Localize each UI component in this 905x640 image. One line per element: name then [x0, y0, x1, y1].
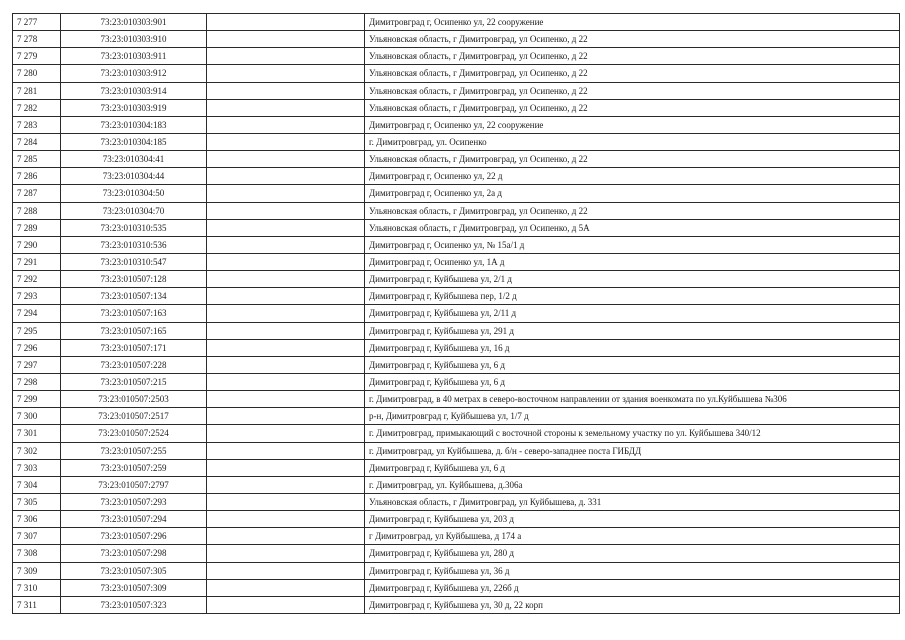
empty-cell	[207, 356, 365, 373]
cadastral-number-cell: 73:23:010304:183	[61, 116, 207, 133]
table-row	[13, 596, 900, 613]
address-cell: Димитровград г, Куйбышева ул, 2/1 д	[365, 271, 900, 288]
row-number-cell: 7 278	[13, 31, 61, 48]
cadastral-number-cell: 73:23:010304:44	[61, 168, 207, 185]
address-cell: Ульяновская область, г Димитровград, ул Осипенко, д 22	[365, 82, 900, 99]
table-row	[13, 459, 900, 476]
row-number-cell: 7 298	[13, 373, 61, 390]
table-row	[13, 202, 900, 219]
address-cell: Ульяновская область, г Димитровград, ул Осипенко, д 5А	[365, 219, 900, 236]
empty-cell	[207, 82, 365, 99]
row-number-cell: 7 300	[13, 408, 61, 425]
empty-cell	[207, 253, 365, 270]
address-cell: Димитровград г, Осипенко ул, 22 д	[365, 168, 900, 185]
cadastral-number-cell: 73:23:010507:2524	[61, 425, 207, 442]
row-number-cell: 7 293	[13, 288, 61, 305]
table-row	[13, 425, 900, 442]
address-cell: Димитровград г, Осипенко ул, 2а д	[365, 185, 900, 202]
row-number-cell: 7 290	[13, 236, 61, 253]
empty-cell	[207, 288, 365, 305]
address-cell: Димитровград г, Куйбышева ул, 30 д, 22 корп	[365, 596, 900, 613]
cadastral-number-cell: 73:23:010507:2517	[61, 408, 207, 425]
cadastral-number-cell: 73:23:010507:323	[61, 596, 207, 613]
address-cell: Димитровград г, Куйбышева ул, 6 д	[365, 459, 900, 476]
empty-cell	[207, 596, 365, 613]
address-cell: Ульяновская область, г Димитровград, ул Осипенко, д 22	[365, 31, 900, 48]
property-register-page	[12, 13, 900, 614]
table-row	[13, 356, 900, 373]
address-cell: г Димитровград, ул Куйбышева, д 174 а	[365, 528, 900, 545]
table-row	[13, 14, 900, 31]
table-row	[13, 442, 900, 459]
empty-cell	[207, 48, 365, 65]
cadastral-number-cell: 73:23:010507:163	[61, 305, 207, 322]
empty-cell	[207, 408, 365, 425]
row-number-cell: 7 299	[13, 391, 61, 408]
cadastral-number-cell: 73:23:010507:293	[61, 493, 207, 510]
cadastral-number-cell: 73:23:010304:185	[61, 133, 207, 150]
cadastral-number-cell: 73:23:010507:128	[61, 271, 207, 288]
table-row	[13, 373, 900, 390]
empty-cell	[207, 562, 365, 579]
table-row	[13, 271, 900, 288]
row-number-cell: 7 292	[13, 271, 61, 288]
empty-cell	[207, 579, 365, 596]
table-row	[13, 31, 900, 48]
row-number-cell: 7 295	[13, 322, 61, 339]
table-body	[13, 14, 900, 614]
cadastral-number-cell: 73:23:010303:910	[61, 31, 207, 48]
cadastral-number-cell: 73:23:010507:2503	[61, 391, 207, 408]
empty-cell	[207, 65, 365, 82]
cadastral-number-cell: 73:23:010303:912	[61, 65, 207, 82]
row-number-cell: 7 310	[13, 579, 61, 596]
empty-cell	[207, 236, 365, 253]
empty-cell	[207, 442, 365, 459]
cadastral-number-cell: 73:23:010507:309	[61, 579, 207, 596]
empty-cell	[207, 99, 365, 116]
cadastral-number-cell: 73:23:010507:171	[61, 339, 207, 356]
cadastral-number-cell: 73:23:010304:70	[61, 202, 207, 219]
cadastral-number-cell: 73:23:010507:259	[61, 459, 207, 476]
row-number-cell: 7 282	[13, 99, 61, 116]
table-row	[13, 151, 900, 168]
row-number-cell: 7 287	[13, 185, 61, 202]
address-cell: р-н, Димитровград г, Куйбышева ул, 1/7 д	[365, 408, 900, 425]
address-cell: Димитровград г, Куйбышева ул, 36 д	[365, 562, 900, 579]
row-number-cell: 7 280	[13, 65, 61, 82]
row-number-cell: 7 305	[13, 493, 61, 510]
row-number-cell: 7 286	[13, 168, 61, 185]
empty-cell	[207, 511, 365, 528]
table-row	[13, 476, 900, 493]
empty-cell	[207, 168, 365, 185]
cadastral-number-cell: 73:23:010303:914	[61, 82, 207, 99]
table-row	[13, 133, 900, 150]
row-number-cell: 7 288	[13, 202, 61, 219]
address-cell: г. Димитровград, примыкающий с восточной стороны к земельному участку по ул. Куйбышева 340/12	[365, 425, 900, 442]
address-cell: Димитровград г, Куйбышева ул, 2/11 д	[365, 305, 900, 322]
address-cell: Ульяновская область, г Димитровград, ул Осипенко, д 22	[365, 65, 900, 82]
row-number-cell: 7 289	[13, 219, 61, 236]
row-number-cell: 7 308	[13, 545, 61, 562]
empty-cell	[207, 528, 365, 545]
cadastral-number-cell: 73:23:010507:255	[61, 442, 207, 459]
cadastral-number-cell: 73:23:010304:41	[61, 151, 207, 168]
row-number-cell: 7 309	[13, 562, 61, 579]
row-number-cell: 7 294	[13, 305, 61, 322]
table-row	[13, 185, 900, 202]
address-cell: г. Димитровград, ул. Осипенко	[365, 133, 900, 150]
empty-cell	[207, 151, 365, 168]
table-row	[13, 391, 900, 408]
cadastral-number-cell: 73:23:010507:298	[61, 545, 207, 562]
address-cell: Димитровград г, Осипенко ул, 1А д	[365, 253, 900, 270]
row-number-cell: 7 307	[13, 528, 61, 545]
row-number-cell: 7 284	[13, 133, 61, 150]
table-row	[13, 236, 900, 253]
table-row	[13, 219, 900, 236]
table-row	[13, 116, 900, 133]
table-row	[13, 65, 900, 82]
address-cell: Димитровград г, Осипенко ул, 22 сооружение	[365, 14, 900, 31]
table-row	[13, 408, 900, 425]
address-cell: Димитровград г, Куйбышева ул, 16 д	[365, 339, 900, 356]
row-number-cell: 7 296	[13, 339, 61, 356]
table-row	[13, 305, 900, 322]
address-cell: Димитровград г, Куйбышева ул, 280 д	[365, 545, 900, 562]
cadastral-number-cell: 73:23:010507:134	[61, 288, 207, 305]
address-cell: г. Димитровград, ул Куйбышева, д. б/н - северо-западнее поста ГИБДД	[365, 442, 900, 459]
row-number-cell: 7 281	[13, 82, 61, 99]
cadastral-number-cell: 73:23:010507:228	[61, 356, 207, 373]
row-number-cell: 7 301	[13, 425, 61, 442]
empty-cell	[207, 373, 365, 390]
table-row	[13, 48, 900, 65]
empty-cell	[207, 459, 365, 476]
empty-cell	[207, 116, 365, 133]
empty-cell	[207, 14, 365, 31]
table-row	[13, 545, 900, 562]
table-row	[13, 562, 900, 579]
address-cell: Димитровград г, Куйбышева ул, 6 д	[365, 356, 900, 373]
row-number-cell: 7 285	[13, 151, 61, 168]
cadastral-number-cell: 73:23:010303:911	[61, 48, 207, 65]
address-cell: Димитровград г, Осипенко ул, № 15а/1 д	[365, 236, 900, 253]
empty-cell	[207, 133, 365, 150]
empty-cell	[207, 391, 365, 408]
empty-cell	[207, 339, 365, 356]
cadastral-number-cell: 73:23:010303:919	[61, 99, 207, 116]
table-row	[13, 339, 900, 356]
cadastral-number-cell: 73:23:010310:547	[61, 253, 207, 270]
address-cell: г. Димитровград, ул. Куйбышева, д.306а	[365, 476, 900, 493]
property-register-table	[12, 13, 900, 614]
address-cell: Ульяновская область, г Димитровград, ул Осипенко, д 22	[365, 99, 900, 116]
row-number-cell: 7 304	[13, 476, 61, 493]
empty-cell	[207, 322, 365, 339]
table-row	[13, 493, 900, 510]
table-row	[13, 288, 900, 305]
empty-cell	[207, 305, 365, 322]
empty-cell	[207, 545, 365, 562]
table-row	[13, 322, 900, 339]
table-row	[13, 528, 900, 545]
address-cell: Димитровград г, Осипенко ул, 22 сооружение	[365, 116, 900, 133]
table-row	[13, 253, 900, 270]
row-number-cell: 7 279	[13, 48, 61, 65]
row-number-cell: 7 283	[13, 116, 61, 133]
address-cell: Димитровград г, Куйбышева ул, 291 д	[365, 322, 900, 339]
empty-cell	[207, 31, 365, 48]
empty-cell	[207, 185, 365, 202]
table-row	[13, 579, 900, 596]
address-cell: Ульяновская область, г Димитровград, ул Куйбышева, д. 331	[365, 493, 900, 510]
table-row	[13, 82, 900, 99]
empty-cell	[207, 271, 365, 288]
address-cell: Ульяновская область, г Димитровград, ул Осипенко, д 22	[365, 151, 900, 168]
address-cell: г. Димитровград, в 40 метрах в северо-восточном направлении от здания военкомата по ул.Куйбышева №306	[365, 391, 900, 408]
row-number-cell: 7 291	[13, 253, 61, 270]
row-number-cell: 7 297	[13, 356, 61, 373]
table-row	[13, 168, 900, 185]
row-number-cell: 7 311	[13, 596, 61, 613]
row-number-cell: 7 277	[13, 14, 61, 31]
empty-cell	[207, 476, 365, 493]
cadastral-number-cell: 73:23:010507:305	[61, 562, 207, 579]
address-cell: Ульяновская область, г Димитровград, ул Осипенко, д 22	[365, 202, 900, 219]
empty-cell	[207, 493, 365, 510]
row-number-cell: 7 303	[13, 459, 61, 476]
cadastral-number-cell: 73:23:010507:165	[61, 322, 207, 339]
cadastral-number-cell: 73:23:010304:50	[61, 185, 207, 202]
cadastral-number-cell: 73:23:010507:215	[61, 373, 207, 390]
cadastral-number-cell: 73:23:010507:294	[61, 511, 207, 528]
row-number-cell: 7 302	[13, 442, 61, 459]
row-number-cell: 7 306	[13, 511, 61, 528]
empty-cell	[207, 425, 365, 442]
cadastral-number-cell: 73:23:010303:901	[61, 14, 207, 31]
address-cell: Димитровград г, Куйбышева ул, 226б д	[365, 579, 900, 596]
empty-cell	[207, 219, 365, 236]
cadastral-number-cell: 73:23:010310:535	[61, 219, 207, 236]
address-cell: Димитровград г, Куйбышева ул, 203 д	[365, 511, 900, 528]
address-cell: Ульяновская область, г Димитровград, ул Осипенко, д 22	[365, 48, 900, 65]
table-row	[13, 511, 900, 528]
table-row	[13, 99, 900, 116]
cadastral-number-cell: 73:23:010507:296	[61, 528, 207, 545]
address-cell: Димитровград г, Куйбышева ул, 6 д	[365, 373, 900, 390]
address-cell: Димитровград г, Куйбышева пер, 1/2 д	[365, 288, 900, 305]
empty-cell	[207, 202, 365, 219]
cadastral-number-cell: 73:23:010507:2797	[61, 476, 207, 493]
cadastral-number-cell: 73:23:010310:536	[61, 236, 207, 253]
